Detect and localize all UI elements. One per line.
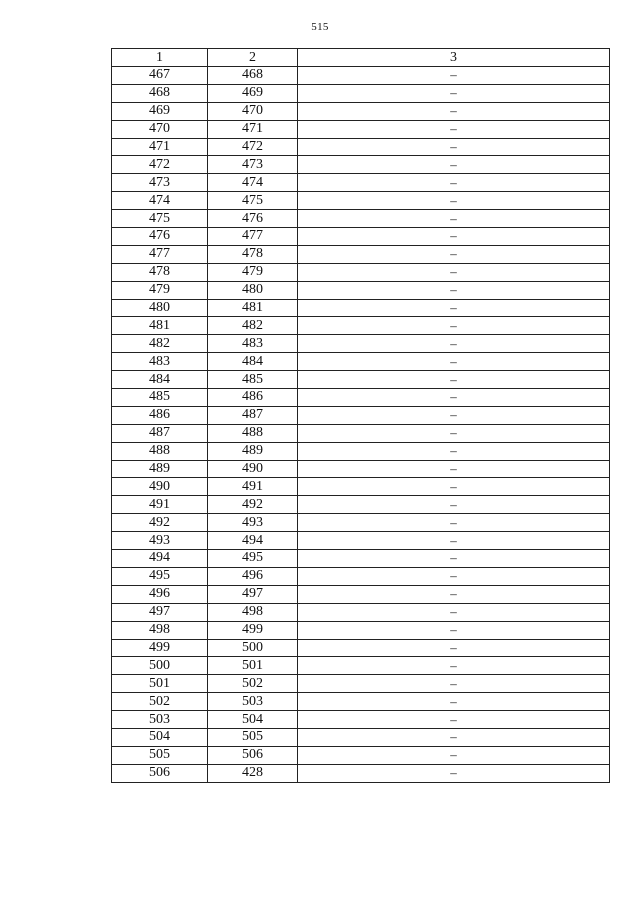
table-cell-col-3: – [298, 210, 610, 228]
table-cell-col-1: 489 [112, 460, 208, 478]
table-cell-col-1: 483 [112, 353, 208, 371]
table-row [112, 120, 610, 138]
table-cell-col-3: – [298, 228, 610, 246]
table-cell-col-2: 471 [208, 120, 298, 138]
table-row [112, 263, 610, 281]
table-cell-col-1: 475 [112, 210, 208, 228]
table-cell-col-1: 477 [112, 245, 208, 263]
table-cell-col-3: – [298, 263, 610, 281]
table-cell-col-3: – [298, 728, 610, 746]
table-cell-col-3: – [298, 138, 610, 156]
table-row [112, 371, 610, 389]
table-cell-col-1: 501 [112, 675, 208, 693]
table-cell-col-3: – [298, 371, 610, 389]
table-cell-col-3: – [298, 657, 610, 675]
table-cell-col-2: 468 [208, 67, 298, 85]
column-header-3: 3 [298, 49, 610, 67]
table-cell-col-2: 500 [208, 639, 298, 657]
table-cell-col-2: 485 [208, 371, 298, 389]
table-cell-col-3: – [298, 764, 610, 782]
table-cell-col-2: 491 [208, 478, 298, 496]
table-cell-col-1: 490 [112, 478, 208, 496]
table-row [112, 746, 610, 764]
table-cell-col-1: 481 [112, 317, 208, 335]
table-cell-col-2: 478 [208, 245, 298, 263]
table-row [112, 245, 610, 263]
table-header [112, 49, 610, 67]
table-cell-col-3: – [298, 693, 610, 711]
table-cell-col-1: 494 [112, 550, 208, 568]
table-cell-col-2: 489 [208, 442, 298, 460]
table-row [112, 442, 610, 460]
table-cell-col-3: – [298, 317, 610, 335]
table-row [112, 210, 610, 228]
table-row [112, 389, 610, 407]
table-cell-col-1: 498 [112, 621, 208, 639]
table-cell-col-2: 506 [208, 746, 298, 764]
table-cell-col-3: – [298, 675, 610, 693]
table-row [112, 514, 610, 532]
table-cell-col-1: 502 [112, 693, 208, 711]
table-cell-col-1: 506 [112, 764, 208, 782]
table-cell-col-3: – [298, 156, 610, 174]
table-cell-col-2: 474 [208, 174, 298, 192]
table-cell-col-1: 497 [112, 603, 208, 621]
table-row [112, 424, 610, 442]
table-cell-col-1: 505 [112, 746, 208, 764]
table-cell-col-2: 482 [208, 317, 298, 335]
table-cell-col-3: – [298, 603, 610, 621]
table-row [112, 693, 610, 711]
table-cell-col-3: – [298, 460, 610, 478]
table-row [112, 353, 610, 371]
table-cell-col-3: – [298, 567, 610, 585]
table-cell-col-2: 476 [208, 210, 298, 228]
table-cell-col-3: – [298, 514, 610, 532]
table-row [112, 192, 610, 210]
table-cell-col-1: 495 [112, 567, 208, 585]
table-cell-col-1: 482 [112, 335, 208, 353]
table-cell-col-1: 492 [112, 514, 208, 532]
table-cell-col-1: 468 [112, 84, 208, 102]
table-row [112, 228, 610, 246]
table-row [112, 496, 610, 514]
table-cell-col-2: 469 [208, 84, 298, 102]
table-cell-col-2: 486 [208, 389, 298, 407]
table-row [112, 67, 610, 85]
table-cell-col-2: 475 [208, 192, 298, 210]
table-row [112, 711, 610, 729]
table-cell-col-1: 499 [112, 639, 208, 657]
table-cell-col-1: 504 [112, 728, 208, 746]
table-row [112, 639, 610, 657]
column-header-2: 2 [208, 49, 298, 67]
table-cell-col-3: – [298, 711, 610, 729]
table-cell-col-2: 492 [208, 496, 298, 514]
table-row [112, 317, 610, 335]
table-cell-col-3: – [298, 639, 610, 657]
table-cell-col-1: 479 [112, 281, 208, 299]
table-cell-col-3: – [298, 245, 610, 263]
table-cell-col-2: 481 [208, 299, 298, 317]
table-cell-col-3: – [298, 192, 610, 210]
table-cell-col-2: 483 [208, 335, 298, 353]
table-cell-col-1: 485 [112, 389, 208, 407]
table-cell-col-1: 467 [112, 67, 208, 85]
data-table-container [111, 48, 609, 783]
table-row [112, 478, 610, 496]
table-cell-col-1: 474 [112, 192, 208, 210]
table-cell-col-1: 503 [112, 711, 208, 729]
table-cell-col-1: 491 [112, 496, 208, 514]
table-cell-col-3: – [298, 496, 610, 514]
table-row [112, 764, 610, 782]
table-cell-col-3: – [298, 120, 610, 138]
table-cell-col-2: 490 [208, 460, 298, 478]
table-cell-col-2: 496 [208, 567, 298, 585]
table-cell-col-1: 486 [112, 406, 208, 424]
table-cell-col-3: – [298, 174, 610, 192]
table-cell-col-1: 480 [112, 299, 208, 317]
table-row [112, 335, 610, 353]
table-row [112, 156, 610, 174]
table-cell-col-3: – [298, 585, 610, 603]
table-row [112, 675, 610, 693]
table-row [112, 174, 610, 192]
table-cell-col-2: 505 [208, 728, 298, 746]
table-cell-col-3: – [298, 621, 610, 639]
table-cell-col-3: – [298, 406, 610, 424]
table-cell-col-1: 500 [112, 657, 208, 675]
table-cell-col-3: – [298, 532, 610, 550]
table-cell-col-1: 469 [112, 102, 208, 120]
table-cell-col-2: 484 [208, 353, 298, 371]
table-cell-col-1: 476 [112, 228, 208, 246]
table-row [112, 299, 610, 317]
data-table [111, 48, 610, 783]
table-row [112, 460, 610, 478]
table-row [112, 657, 610, 675]
table-row [112, 406, 610, 424]
table-cell-col-2: 495 [208, 550, 298, 568]
table-cell-col-3: – [298, 281, 610, 299]
table-cell-col-1: 493 [112, 532, 208, 550]
table-cell-col-2: 503 [208, 693, 298, 711]
column-header-1: 1 [112, 49, 208, 67]
table-cell-col-3: – [298, 550, 610, 568]
header-row [112, 49, 610, 67]
table-cell-col-3: – [298, 335, 610, 353]
table-cell-col-3: – [298, 424, 610, 442]
table-cell-col-2: 470 [208, 102, 298, 120]
table-cell-col-3: – [298, 389, 610, 407]
table-row [112, 728, 610, 746]
table-cell-col-1: 496 [112, 585, 208, 603]
table-cell-col-2: 473 [208, 156, 298, 174]
table-cell-col-3: – [298, 102, 610, 120]
table-cell-col-1: 473 [112, 174, 208, 192]
table-row [112, 102, 610, 120]
table-cell-col-1: 488 [112, 442, 208, 460]
table-cell-col-2: 487 [208, 406, 298, 424]
table-cell-col-2: 472 [208, 138, 298, 156]
table-cell-col-3: – [298, 353, 610, 371]
table-cell-col-2: 488 [208, 424, 298, 442]
table-row [112, 550, 610, 568]
table-cell-col-2: 504 [208, 711, 298, 729]
table-cell-col-3: – [298, 299, 610, 317]
table-cell-col-2: 479 [208, 263, 298, 281]
table-cell-col-2: 494 [208, 532, 298, 550]
table-cell-col-1: 484 [112, 371, 208, 389]
table-cell-col-2: 428 [208, 764, 298, 782]
table-cell-col-2: 493 [208, 514, 298, 532]
table-cell-col-2: 480 [208, 281, 298, 299]
table-cell-col-2: 498 [208, 603, 298, 621]
table-row [112, 621, 610, 639]
table-cell-col-3: – [298, 67, 610, 85]
table-cell-col-1: 470 [112, 120, 208, 138]
table-row [112, 585, 610, 603]
table-cell-col-2: 502 [208, 675, 298, 693]
table-cell-col-1: 471 [112, 138, 208, 156]
table-cell-col-2: 499 [208, 621, 298, 639]
table-body [112, 67, 610, 783]
table-row [112, 532, 610, 550]
table-cell-col-3: – [298, 442, 610, 460]
table-row [112, 84, 610, 102]
table-cell-col-2: 497 [208, 585, 298, 603]
table-cell-col-3: – [298, 746, 610, 764]
table-cell-col-3: – [298, 84, 610, 102]
table-cell-col-1: 487 [112, 424, 208, 442]
table-row [112, 567, 610, 585]
table-cell-col-2: 477 [208, 228, 298, 246]
table-cell-col-1: 472 [112, 156, 208, 174]
page-number: 515 [311, 21, 329, 33]
table-row [112, 281, 610, 299]
table-row [112, 603, 610, 621]
table-cell-col-1: 478 [112, 263, 208, 281]
table-cell-col-3: – [298, 478, 610, 496]
table-row [112, 138, 610, 156]
table-cell-col-2: 501 [208, 657, 298, 675]
